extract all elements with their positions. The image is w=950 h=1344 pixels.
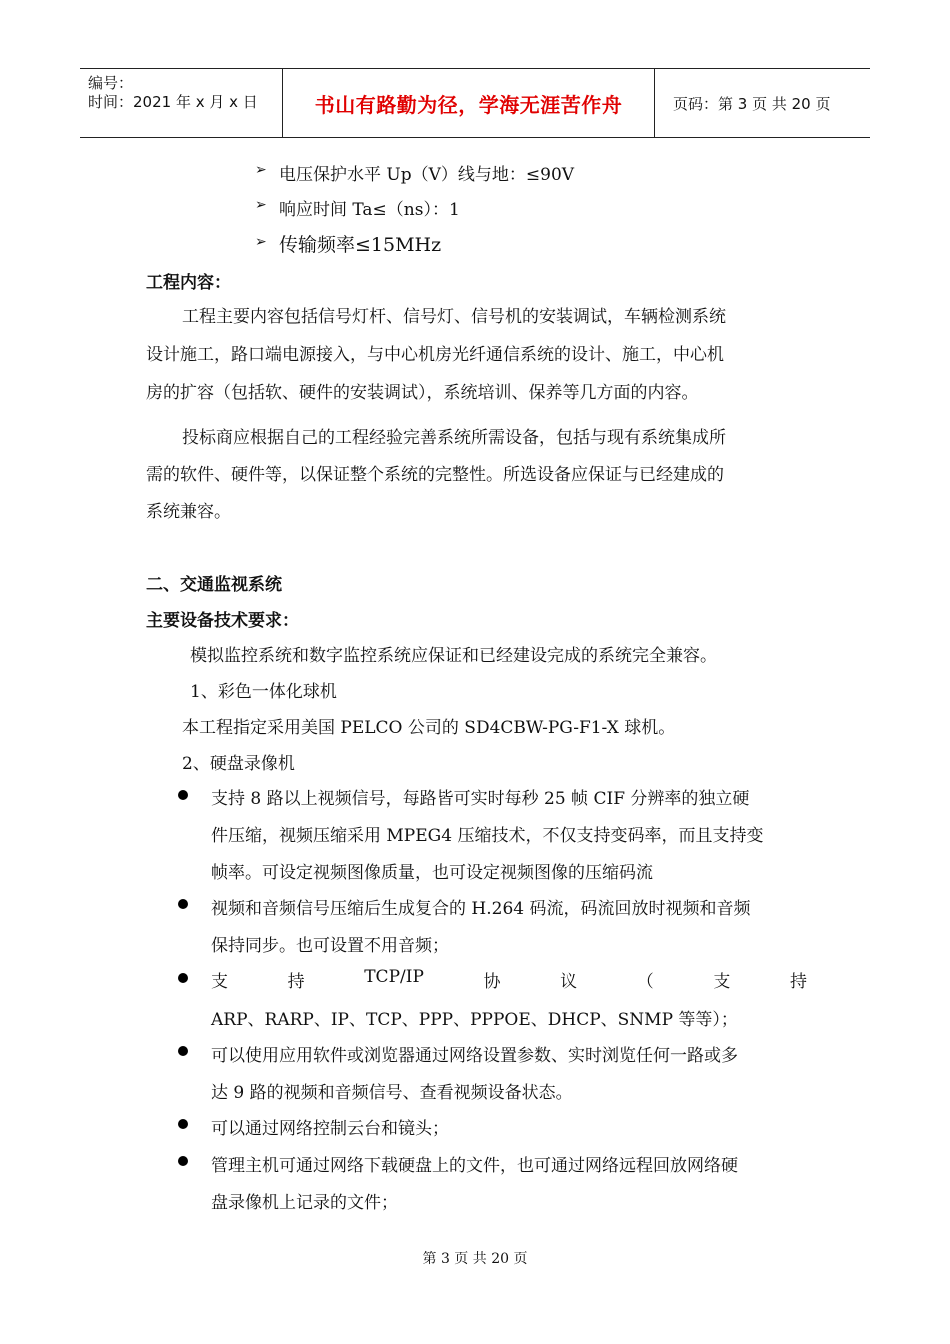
header-motto: 书山有路勤为径，学海无涯苦作舟 (283, 69, 655, 137)
bullet-line: 管理主机可通过网络下载硬盘上的文件，也可通过网络远程回放网络硬 (211, 1156, 738, 1176)
paragraph-line: 需的软件、硬件等，以保证整个系统的完整性。所选设备应保证与已经建成的 (146, 465, 724, 485)
arrow-bullet-icon: ➢ (255, 234, 267, 250)
paragraph-line: 设计施工，路口端电源接入，与中心机房光纤通信系统的设计、施工，中心机 (146, 345, 724, 365)
bullet-line: 支持 8 路以上视频信号，每路皆可实时每秒 25 帧 CIF 分辨率的独立硬 (211, 789, 750, 809)
arrow-bullet-icon: ➢ (255, 162, 267, 178)
justified-bullet-line (211, 967, 807, 992)
paragraph-line: 模拟监控系统和数字监控系统应保证和已经建设完成的系统完全兼容。 (190, 646, 717, 666)
justified-word: 支 (713, 972, 731, 992)
bullet-dot-icon (178, 973, 188, 983)
page-footer: 第 3 页 共 20 页 (422, 1251, 528, 1267)
justified-word: （ (636, 972, 654, 992)
bullet-dot-icon (178, 790, 188, 800)
paragraph-line: 系统兼容。 (146, 502, 231, 522)
bullet-line: 可以通过网络控制云台和镜头； (211, 1119, 449, 1139)
page-header (80, 68, 870, 138)
bullet-dot-icon (178, 1119, 188, 1129)
justified-word: 议 (560, 972, 578, 992)
justified-word: 持 (287, 972, 305, 992)
document-date: 时间：2021 年 x 月 x 日 (88, 93, 258, 111)
header-page-info (663, 69, 870, 137)
document-number: 编号： (88, 74, 134, 92)
item-title: 2、硬盘录像机 (182, 754, 295, 774)
section-heading: 二、交通监视系统 (146, 575, 282, 595)
bullet-line: 达 9 路的视频和音频信号、查看视频设备状态。 (211, 1083, 573, 1103)
bullet-line: 帧率。可设定视频图像质量，也可设定视频图像的压缩码流 (211, 863, 653, 883)
spec-line: 响应时间 Ta≤（ns）：1 (279, 200, 460, 220)
bullet-line: 可以使用应用软件或浏览器通过网络设置参数、实时浏览任何一路或多 (211, 1046, 738, 1066)
header-meta (80, 69, 283, 137)
paragraph-line: 本工程指定采用美国 PELCO 公司的 SD4CBW-PG-F1-X 球机。 (182, 718, 676, 738)
bullet-dot-icon (178, 1156, 188, 1166)
spec-line: 电压保护水平 Up（V）线与地：≤90V (279, 165, 575, 185)
item-title: 1、彩色一体化球机 (190, 682, 337, 702)
justified-word: 协 (483, 972, 501, 992)
bullet-line: 件压缩，视频压缩采用 MPEG4 压缩技术，不仅支持变码率，而且支持变 (211, 826, 764, 846)
paragraph-line: 房的扩容（包括软、硬件的安装调试），系统培训、保养等几方面的内容。 (146, 383, 699, 403)
paragraph-line: 工程主要内容包括信号灯杆、信号灯、信号机的安装调试，车辆检测系统 (182, 307, 726, 327)
bullet-dot-icon (178, 899, 188, 909)
bullet-line: 保持同步。也可设置不用音频； (211, 936, 449, 956)
spec-line: 传输频率≤15MHz (279, 234, 442, 256)
page-info-text: 页码：第 3 页 共 20 页 (673, 94, 831, 113)
bullet-line: 盘录像机上记录的文件； (211, 1193, 398, 1213)
bullet-line: ARP、RARP、IP、TCP、PPP、PPPOE、DHCP、SNMP 等等）； (211, 1010, 738, 1030)
bullet-dot-icon (178, 1046, 188, 1056)
section-heading: 工程内容： (146, 273, 231, 293)
justified-word: 支 (211, 972, 228, 992)
bullet-line: 视频和音频信号压缩后生成复合的 H.264 码流，码流回放时视频和音频 (211, 899, 751, 919)
justified-word: 持 (789, 972, 807, 992)
subsection-heading: 主要设备技术要求： (146, 611, 299, 631)
paragraph-line: 投标商应根据自己的工程经验完善系统所需设备，包括与现有系统集成所 (182, 428, 726, 448)
justified-word: TCP/IP (364, 967, 424, 987)
arrow-bullet-icon: ➢ (255, 197, 267, 213)
